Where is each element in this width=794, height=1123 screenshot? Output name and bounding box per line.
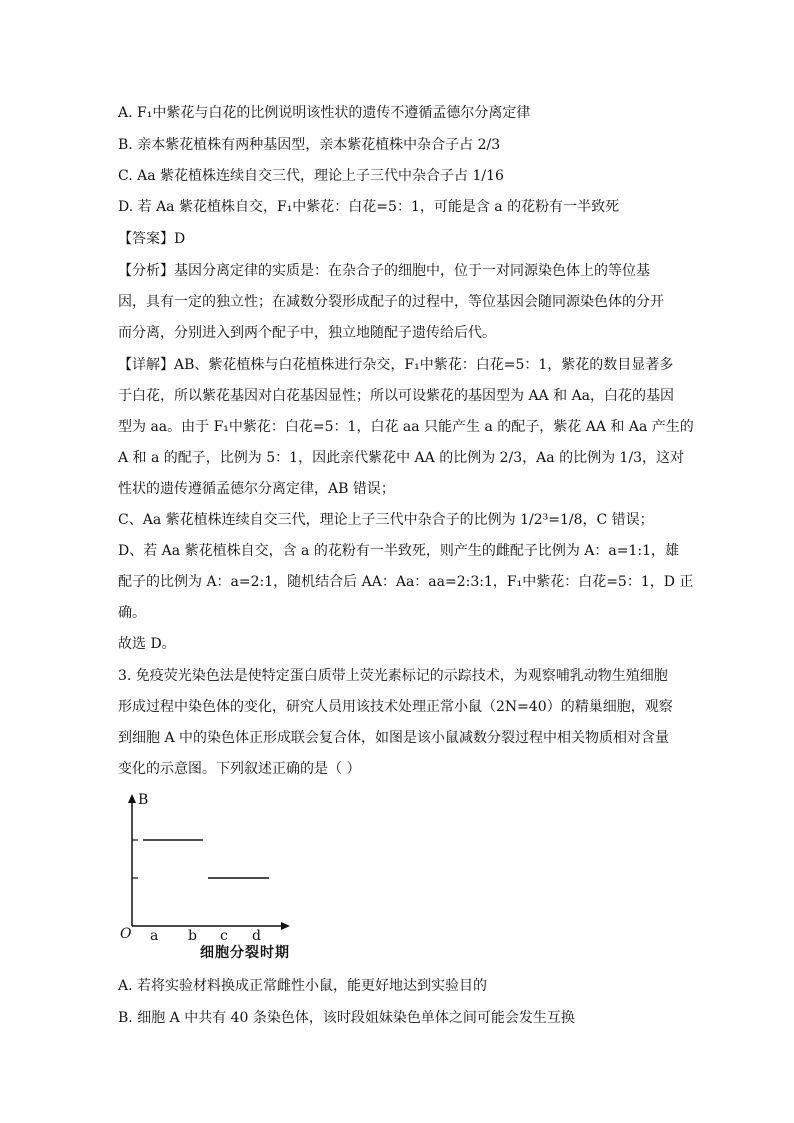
option-b-prev: B. 亲本紫花植株有两种基因型，亲本紫花植株中杂合子占 2/3 <box>118 137 501 153</box>
x-axis-arrow <box>281 922 290 930</box>
detail-line-2: 于白花，所以紫花基因对白花基因显性；所以可设紫花的基因型为 AA 和 Aa，白花的基因 <box>118 388 675 404</box>
detail-line-1: 【详解】AB、紫花植株与白花植株进行杂交，F₁中紫花：白花=5：1，紫花的数目显著多 <box>118 357 674 373</box>
x-tick-d: d <box>252 928 261 944</box>
question3-line-2: 形成过程中染色体的变化，研究人员用该技术处理正常小鼠（2N=40）的精巢细胞，观察 <box>118 699 673 715</box>
y-axis-arrow <box>128 794 136 803</box>
option-a-q3: A. 若将实验材料换成正常雌性小鼠，能更好地达到实验目的 <box>118 978 488 994</box>
x-tick-b: b <box>188 928 197 944</box>
option-d-prev: D. 若 Aa 紫花植株自交，F₁中紫花：白花=5：1，可能是含 a 的花粉有一半致死 <box>118 199 620 215</box>
answer-line: 【答案】D <box>118 231 186 247</box>
origin-label: O <box>120 926 132 942</box>
detail-line-10: 故选 D。 <box>118 636 176 652</box>
x-tick-c: c <box>220 928 228 944</box>
y-axis-label: B <box>138 792 149 808</box>
detail-line-6: C、Aa 紫花植株连续自交三代，理论上子三代中杂合子的比例为 1/2³=1/8，C 错误； <box>118 512 654 528</box>
chart-figure <box>112 788 302 960</box>
x-tick-a: a <box>150 928 159 944</box>
chart-segments <box>143 840 269 878</box>
question3-line-1: 3. 免疫荧光染色法是使特定蛋白质带上荧光素标记的示踪技术，为观察哺乳动物生殖细胞 <box>118 668 668 684</box>
x-axis-title: 细胞分裂时期 <box>200 945 290 961</box>
question3-line-4: 变化的示意图。下列叙述正确的是（ ） <box>118 761 361 777</box>
option-c-prev: C. Aa 紫花植株连续自交三代，理论上子三代中杂合子占 1/16 <box>118 168 504 184</box>
detail-line-3: 型为 aa。由于 F₁中紫花：白花=5：1，白花 aa 只能产生 a 的配子，紫花 AA 和 Aa 产生的 <box>118 419 694 435</box>
detail-line-7: D、若 Aa 紫花植株自交，含 a 的花粉有一半致死，则产生的雌配子比例为 A：a=1:1，雄 <box>118 543 679 559</box>
detail-line-5: 性状的遗传遵循孟德尔分离定律，AB 错误； <box>118 481 395 497</box>
question3-line-3: 到细胞 A 中的染色体正形成联会复合体，如图是该小鼠减数分裂过程中相关物质相对含量 <box>118 730 670 746</box>
chart-svg <box>112 788 302 948</box>
detail-line-9: 确。 <box>118 605 146 621</box>
analysis-line-1: 【分析】基因分离定律的实质是：在杂合子的细胞中，位于一对同源染色体上的等位基 <box>118 263 650 279</box>
option-a-prev: A. F₁中紫花与白花的比例说明该性状的遗传不遵循孟德尔分离定律 <box>118 105 531 121</box>
detail-line-4: A 和 a 的配子，比例为 5：1，因此亲代紫花中 AA 的比例为 2/3，Aa 的比例为 1/3，这对 <box>118 450 685 466</box>
option-b-q3: B. 细胞 A 中共有 40 条染色体，该时段姐妹染色单体之间可能会发生互换 <box>118 1010 575 1026</box>
analysis-line-2: 因，具有一定的独立性；在减数分裂形成配子的过程中，等位基因会随同源染色体的分开 <box>118 294 664 310</box>
detail-line-8: 配子的比例为 A：a=2:1，随机结合后 AA：Aa：aa=2:3:1，F₁中紫花：白花=5：1，D 正 <box>118 574 694 590</box>
analysis-line-3: 而分离，分别进入到两个配子中，独立地随配子遗传给后代。 <box>118 325 496 341</box>
